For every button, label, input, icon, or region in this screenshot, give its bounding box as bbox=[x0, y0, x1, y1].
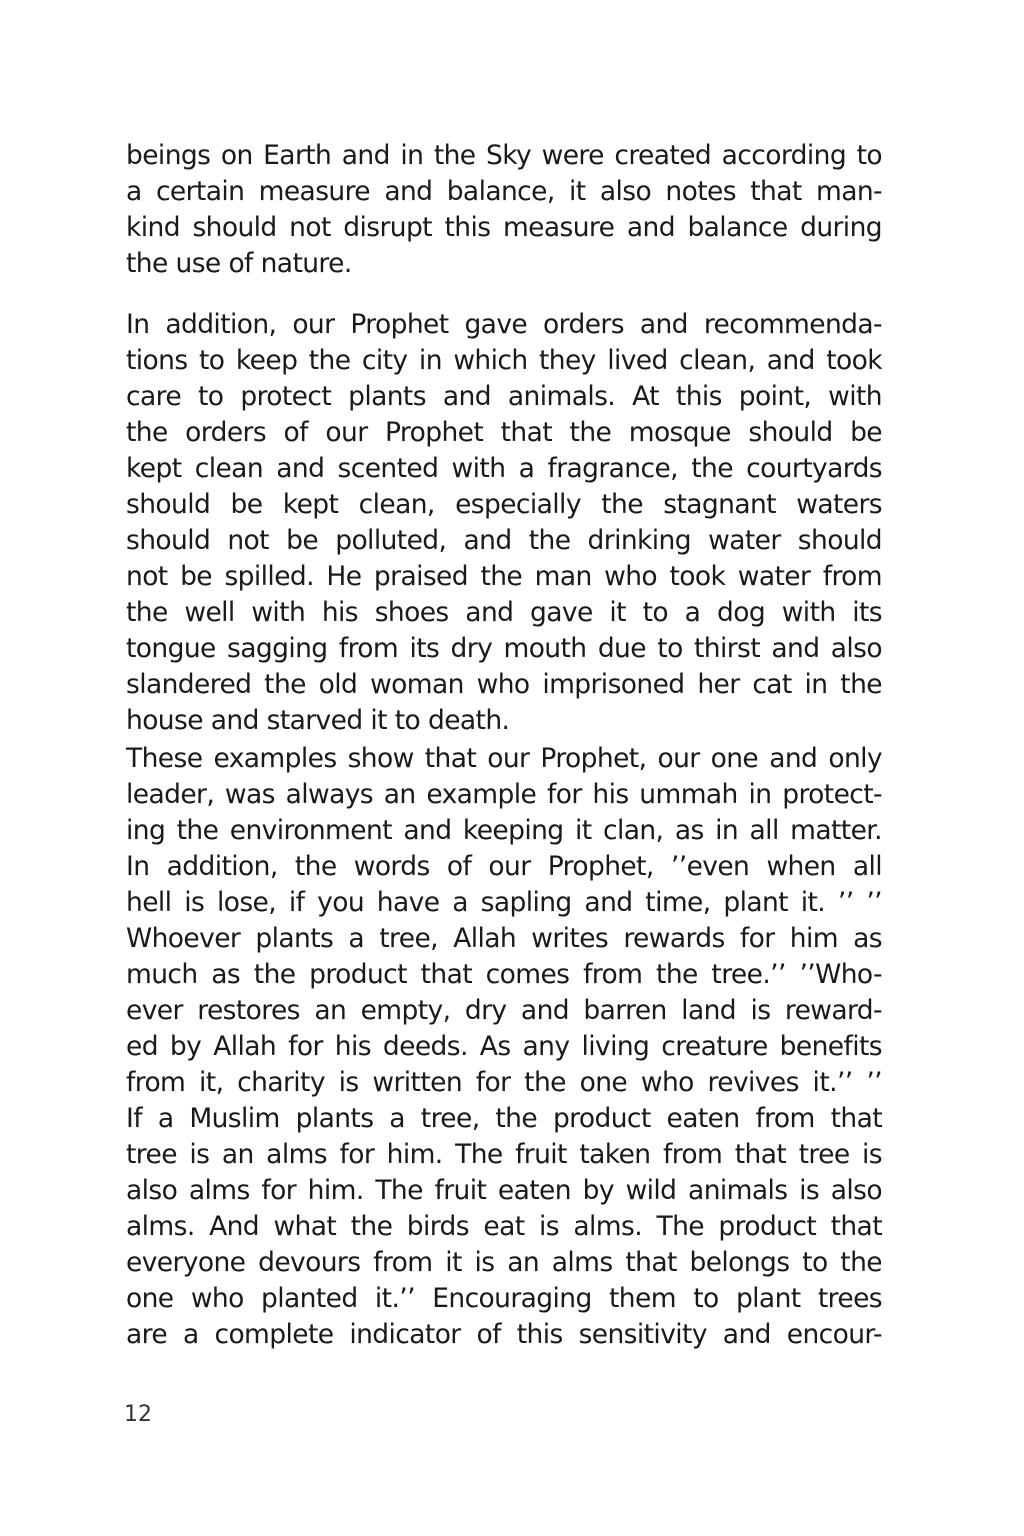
text-line: the well with his shoes and gave it to a dog with its bbox=[126, 597, 882, 628]
text-line: These examples show that our Prophet, our one and only bbox=[126, 743, 882, 774]
text-line: Whoever plants a tree, Allah writes rewards for him as bbox=[126, 923, 882, 954]
text-line: beings on Earth and in the Sky were created according to bbox=[126, 140, 882, 171]
text-line: care to protect plants and animals. At this point, with bbox=[126, 381, 882, 412]
text-line: kept clean and scented with a fragrance, the courtyards bbox=[126, 453, 882, 484]
text-line: house and starved it to death. bbox=[126, 705, 510, 736]
paragraph-1 bbox=[126, 138, 882, 282]
text-line: tongue sagging from its dry mouth due to thirst and also bbox=[126, 633, 882, 664]
text-line: much as the product that comes from the tree.’’ ’’Who- bbox=[126, 959, 882, 990]
text-line: In addition, our Prophet gave orders and recommenda- bbox=[126, 309, 882, 340]
text-line: If a Muslim plants a tree, the product eaten from that bbox=[126, 1103, 882, 1134]
text-line: should be kept clean, especially the stagnant waters bbox=[126, 489, 882, 520]
text-line: from it, charity is written for the one who revives it.’’ ’’ bbox=[126, 1067, 882, 1098]
text-line: ed by Allah for his deeds. As any living creature benefits bbox=[126, 1031, 882, 1062]
text-line: ever restores an empty, dry and barren land is reward- bbox=[126, 995, 882, 1026]
text-line: not be spilled. He praised the man who took water from bbox=[126, 561, 882, 592]
text-line: everyone devours from it is an alms that belongs to the bbox=[126, 1247, 882, 1278]
text-line: alms. And what the birds eat is alms. The product that bbox=[126, 1211, 882, 1242]
text-line: slandered the old woman who imprisoned her cat in the bbox=[126, 669, 882, 700]
text-line: tions to keep the city in which they lived clean, and took bbox=[126, 345, 882, 376]
text-line: kind should not disrupt this measure and balance during bbox=[126, 212, 882, 243]
text-line: hell is lose, if you have a sapling and time, plant it. ’’ ’’ bbox=[126, 887, 882, 918]
text-line: ing the environment and keeping it clan, as in all matter. bbox=[126, 815, 882, 846]
text-line: In addition, the words of our Prophet, ’’even when all bbox=[126, 851, 882, 882]
paragraph-2 bbox=[126, 307, 882, 739]
text-line: are a complete indicator of this sensitivity and encour- bbox=[126, 1319, 882, 1350]
text-line: one who planted it.’’ Encouraging them to plant trees bbox=[126, 1283, 882, 1314]
text-line: the use of nature. bbox=[126, 248, 352, 279]
text-line: should not be polluted, and the drinking water should bbox=[126, 525, 882, 556]
text-line: the orders of our Prophet that the mosque should be bbox=[126, 417, 882, 448]
text-line: tree is an alms for him. The fruit taken from that tree is bbox=[126, 1139, 882, 1170]
text-line: a certain measure and balance, it also notes that man- bbox=[126, 176, 882, 207]
text-line: leader, was always an example for his ummah in protect- bbox=[126, 779, 882, 810]
text-line: also alms for him. The fruit eaten by wild animals is also bbox=[126, 1175, 882, 1206]
paragraph-3 bbox=[126, 741, 882, 1353]
page-number: 12 bbox=[124, 1402, 152, 1427]
